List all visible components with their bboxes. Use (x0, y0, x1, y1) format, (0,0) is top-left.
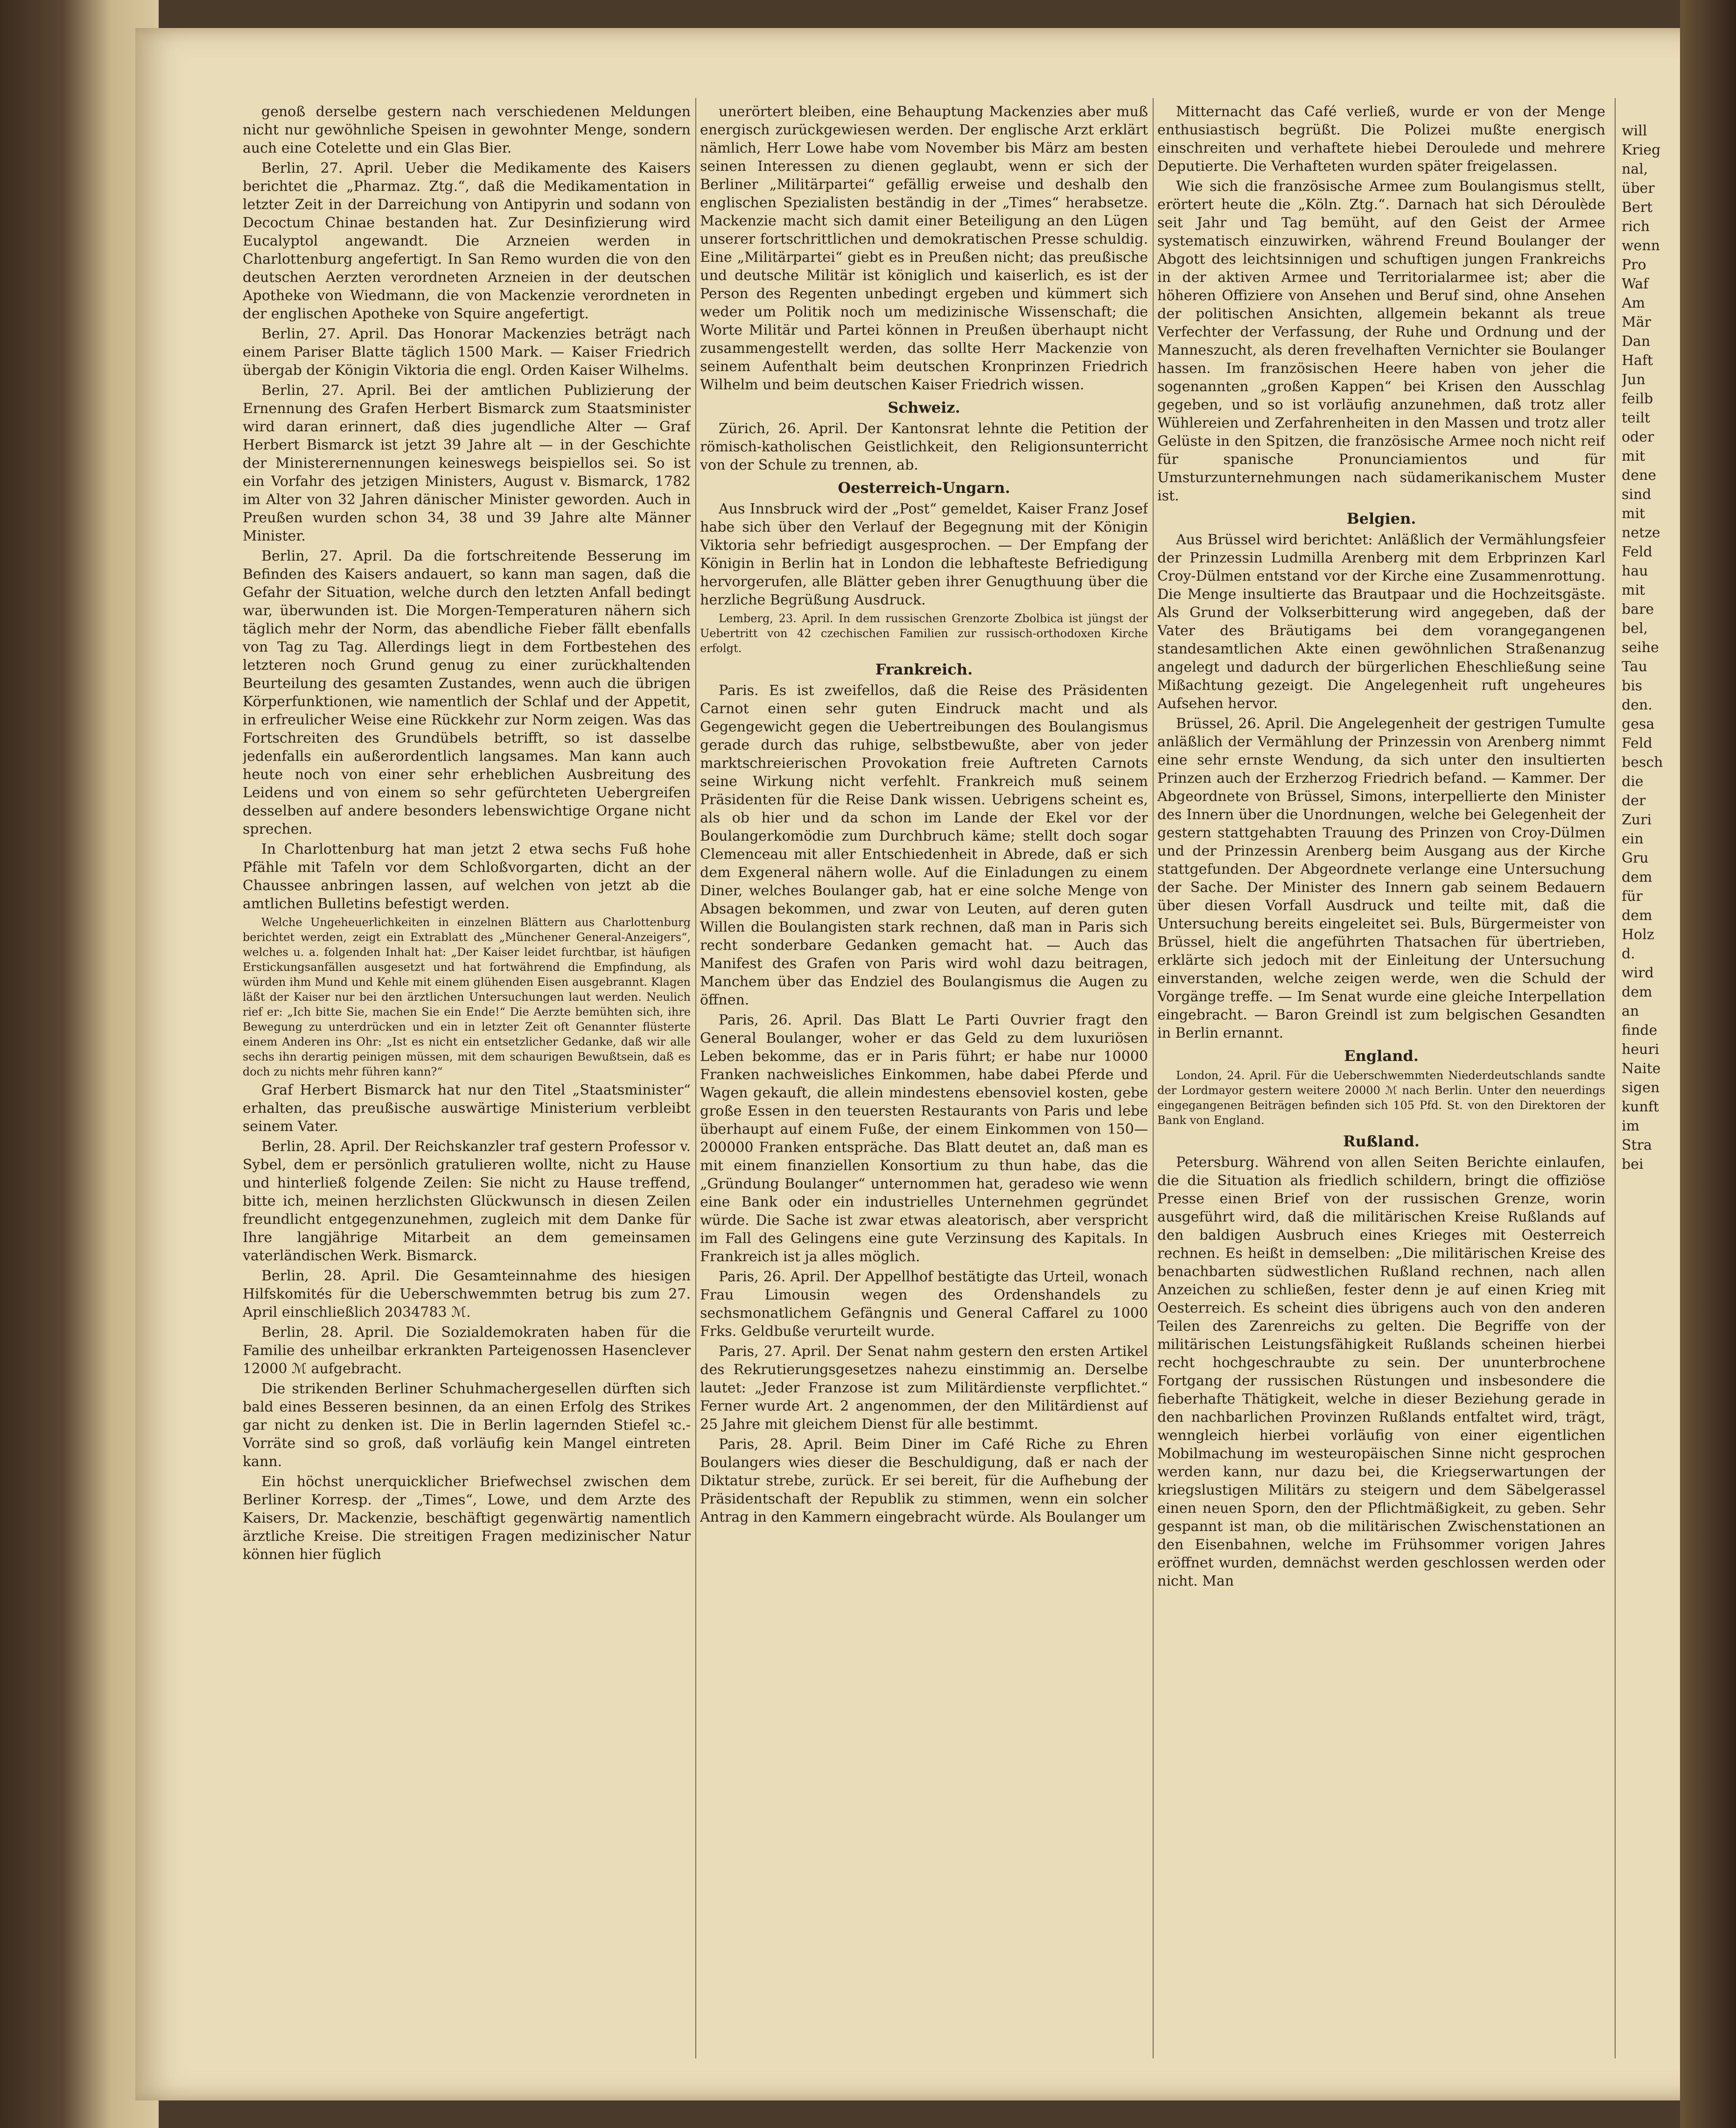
section-heading-oesterreich: Oesterreich-Ungarn. (838, 479, 1010, 497)
paragraph: Paris, 28. April. Beim Diner im Café Riche zu Ehren Boulangers wies dieser die Beschuldigung, daß er nach der Diktatur strebe, zurück. Er sei bereit, für die Aufhebung der Präsidentschaft der Republik zu stimmen, wenn ein solcher Antrag in den Kammern eingebracht würde. Als Boulanger um (700, 1436, 1148, 1525)
column-rule (695, 98, 696, 2058)
edge-fragment: Haft (1622, 352, 1653, 369)
book-page-edge (0, 0, 159, 2128)
edge-fragment: Tau (1622, 659, 1647, 675)
section-heading-england: England. (1344, 1047, 1419, 1065)
paragraph: Petersburg. Während von allen Seiten Berichte einlaufen, die die Situation als friedlich schildern, bringt die offiziöse Presse einen Brief von der russischen Grenze, worin ausgeführt wird, daß die militärischen Kreise Rußlands auf den baldigen Ausbruch eines Krieges mit Oesterreich rechnen. Es heißt in demselben: „Die militärischen Kreise des benachbarten südwestlichen Rußland rechnen, nach allen Anzeichen zu schließen, fester denn je auf einen Krieg mit Oesterreich. Es scheint dies übrigens auch von den anderen Teilen des Zarenreichs zu gelten. Die Begriffe von der militärischen Leistungsfähigkeit Rußlands scheinen hierbei recht hochgeschraubte zu sein. Der ununterbrochene Fortgang der russischen Rüstungen und insbesondere die fieberhafte Thätigkeit, welche in dieser Beziehung gerade in den nachbarlichen Provinzen Rußlands entfaltet wird, trägt, wenngleich hierbei vorläufig von einer eigentlichen Mobilmachung im westeuropäischen Sinne nicht gesprochen werden kann, nur dazu bei, die Kriegserwartungen der kriegslustigen Militärs zu steigern und dem Säbelgerassel einen neuen Sporn, den der Pflichtmäßigkeit, zu geben. Sehr gespannt ist man, ob die militärischen Zwischenstationen an den Eisenbahnen, welche im Frühsommer vorigen Jahres eröffnet wurden, demnächst werden geschlossen werden oder nicht. Man (1157, 1154, 1605, 1589)
edge-fragment: finde (1622, 1022, 1658, 1039)
edge-fragment: teilt (1622, 410, 1651, 426)
paragraph: In Charlottenburg hat man jetzt 2 etwa sechs Fuß hohe Pfähle mit Tafeln vor dem Schloßvorgarten, dicht an der Chaussee anbringen lassen, auf welchen von jetzt ab die amtlichen Bulletins befestigt werden. (243, 841, 691, 912)
edge-fragment: mit (1622, 506, 1645, 522)
paragraph: Berlin, 28. April. Der Reichskanzler traf gestern Professor v. Sybel, dem er persönlich gratulieren wollte, nicht zu Hause und hinterließ folgende Zeilen: Sie nicht zu Hause treffend, bitte ich, meinen herzlichsten Glückwunsch in diesen Zeilen freundlicht entgegenzunehmen, zugleich mit dem Danke für Ihre langjährige Mitarbeit an dem gemeinsamen vaterländischen Werk. Bismarck. (243, 1138, 691, 1264)
section-heading-schweiz: Schweiz. (888, 399, 960, 416)
edge-fragment: netze (1622, 525, 1660, 541)
edge-fragment: besch (1622, 754, 1663, 771)
paragraph: Mitternacht das Café verließ, wurde er von der Menge enthusiastisch begrüßt. Die Polizei mußte energisch einschreiten und verhaftete hiebei Deroulede und mehrere Deputierte. Die Verhafteten wurden später freigelassen. (1157, 104, 1605, 175)
edge-fragment: rich (1622, 218, 1650, 235)
paragraph: Berlin, 27. April. Das Honorar Mackenzies beträgt nach einem Pariser Blatte täglich 1500 Mark. — Kaiser Friedrich übergab der Königin Viktoria die engl. Orden Kaiser Wilhelms. (243, 326, 691, 379)
edge-fragment: dene (1622, 467, 1657, 484)
paragraph: Paris. Es ist zweifellos, daß die Reise des Präsidenten Carnot einen sehr guten Eindruck macht und als Gegengewicht gegen die Uebertreibungen des Boulangismus gerade durch das ruhige, selbstbewußte, aber von jeder marktschreierischen Provokation freie Auftreten Carnots seine Wirkung nicht verfehlt. Frankreich muß seinem Präsidenten für die Reise Dank wissen. Uebrigens scheint es, als ob hier und da schon im Lande der Ekel vor der Boulangerkomödie zum Durchbruch käme; stellt doch sogar Clemenceau mit aller Entschiedenheit in Abrede, daß er sich dem Exgeneral nähern wolle. Auf die Einladungen zu einem Diner, welches Boulanger gab, hat er eine solche Menge von Absagen bekommen, und zwar von Leuten, auf deren guten Willen die Boulangisten stark rechnen, daß man in Paris sich recht sonderbare Gedanken gemacht hat. — Auch das Manifest des Grafen von Paris wird wohl dazu beitragen, Manchem über das Endziel des Boulangismus die Augen zu öffnen. (700, 682, 1148, 1008)
column-2 (700, 103, 1148, 2054)
paragraph: Ein höchst unerquicklicher Briefwechsel zwischen dem Berliner Korresp. der „Times“, Lowe, und dem Arzte des Kaisers, Dr. Mackenzie, beschäftigt gegenwärtig namentlich ärztliche Kreise. Die streitigen Fragen medizinischer Natur können hier füglich (243, 1474, 691, 1563)
paragraph: Berlin, 28. April. Die Sozialdemokraten haben für die Familie des unheilbar erkrankten Parteigenossen Hasenclever 12000 ℳ aufgebracht. (243, 1324, 691, 1377)
paragraph: Die strikenden Berliner Schuhmachergesellen dürften sich bald eines Besseren besinnen, da an einen Erfolg des Strikes gar nicht zu denken ist. Die in Berlin lagernden Stiefel ꝛc.-Vorräte sind so groß, daß vorläufig kein Mangel eintreten kann. (243, 1381, 691, 1470)
edge-fragment: im (1622, 1118, 1640, 1134)
edge-fragment: Bert (1622, 199, 1653, 216)
edge-fragment: mit (1622, 582, 1645, 598)
paragraph: Brüssel, 26. April. Die Angelegenheit der gestrigen Tumulte anläßlich der Vermählung der Prinzessin von Arenberg nimmt eine sehr ernste Wendung, da sich unter den insultierten Prinzen auch der Erzherzog Friedrich befand. — Kammer. Der Abgeordnete von Brüssel, Simons, interpellierte den Minister des Innern über die Unordnungen, welche bei Gelegenheit der gestern stattgehabten Trauung des Prinzen von Croy-Dülmen und der Prinzessin Arenberg beim Ausgang aus der Kirche stattgefunden. Der Abgeordnete verlange eine Untersuchung der Sache. Der Minister des Innern gab seinem Bedauern über diesen Vorfall Ausdruck und teilte mit, daß die Untersuchung bereits eingeleitet sei. Buls, Bürgermeister von Brüssel, hielt die angeführten Thatsachen für übertrieben, erklärte sich jedoch mit der Einleitung der Untersuchung einverstanden, welche zeigen werde, wen die Schuld der Vorgänge treffe. — Im Senat wurde eine gleiche Interpellation eingebracht. — Baron Greindl ist zum belgischen Gesandten in Berlin ernannt. (1157, 716, 1605, 1041)
edge-fragment: die (1622, 773, 1644, 790)
edge-fragment: Dan (1622, 333, 1651, 350)
edge-fragment: hau (1622, 563, 1648, 579)
book-spine (1680, 0, 1736, 2128)
paragraph: Berlin, 27. April. Da die fortschreitende Besserung im Befinden des Kaisers andauert, so kann man sagen, daß die Gefahr der Situation, welche durch den letzten Anfall bedingt war, überwunden ist. Die Morgen-Temperaturen nähern sich täglich mehr der Norm, das abendliche Fieber fällt ebenfalls von Tag zu Tag. Allerdings liegt in dem Fortbestehen des letzteren noch Grund genug zu einer zurückhaltenden Beurteilung des gesamten Zustandes, wenn auch die übrigen Körperfunktionen, wie namentlich der Schlaf und der Appetit, in erfreulicher Weise eine Rückkehr zur Norm zeigen. Was das Fortschreiten des Grundübels betrifft, so ist dasselbe jedenfalls ein außerordentlich langsames. Man kann auch heute noch von einer sehr erheblichen Ausbreitung des Leidens und von einem so sehr gefürchteten Uebergreifen desselben auf andere besonders lebenswichtige Organe nicht sprechen. (243, 548, 691, 837)
edge-fragment: wenn (1622, 238, 1660, 254)
paragraph: genoß derselbe gestern nach verschiedenen Meldungen nicht nur gewöhnliche Speisen in gewohnter Menge, sondern auch eine Cotelette und ein Glas Bier. (243, 104, 691, 156)
paragraph: Berlin, 28. April. Die Gesamteinnahme des hiesigen Hilfskomités für die Ueberschwemmten betrug bis zum 27. April einschließlich 2034783 ℳ. (243, 1268, 691, 1320)
edge-fragment: Stra (1622, 1137, 1652, 1153)
paragraph: Zürich, 26. April. Der Kantonsrat lehnte die Petition der römisch-katholischen Geistlichkeit, den Religionsunterricht von der Schule zu trennen, ab. (700, 421, 1148, 473)
edge-fragment: bare (1622, 601, 1654, 618)
edge-fragment: bel, (1622, 620, 1648, 637)
paragraph: Paris, 26. April. Der Appellhof bestätigte das Urteil, wonach Frau Limousin wegen des Ordenshandels zu sechsmonatlichem Gefängnis und General Caffarel zu 1000 Frks. Geldbuße verurteilt wurde. (700, 1269, 1148, 1340)
edge-fragment: dem (1622, 907, 1652, 924)
edge-fragment: Jun (1622, 372, 1645, 388)
edge-fragment: den. (1622, 697, 1652, 713)
paragraph: Welche Ungeheuerlichkeiten in einzelnen Blättern aus Charlottenburg berichtet werden, zeigt ein Extrablatt des „Münchener General-Anzeigers“, welches u. a. folgenden Inhalt hat: „Der Kaiser leidet furchtbar, ist häufigen Erstickungsanfällen ausgesetzt und hat fortwährend die Empfindung, als würden ihm Mund und Kehle mit einem glühenden Eisen ausgebrannt. Klagen läßt der Kaiser nur bei den ärztlichen Untersuchungen laut werden. Neulich rief er: „Ich bitte Sie, machen Sie ein Ende!“ Die Aerzte bemühten sich, ihre Bewegung zu unterdrücken und ein in letzter Zeit oft Genannter flüsterte einem Anderen ins Ohr: „Ist es nicht ein entsetzlicher Gedanke, daß wir alle sechs ihn derartig peinigen müssen, mit dem schaurigen Bewußtsein, daß es doch zu nichts mehr führen kann?“ (243, 916, 691, 1078)
column-rule (1615, 98, 1616, 2058)
edge-fragment: ein (1622, 831, 1644, 847)
edge-fragment: nal, (1622, 161, 1648, 177)
next-page-edge-fragments (1622, 121, 1673, 2035)
column-rule (1153, 98, 1154, 2058)
edge-fragment: dem (1622, 984, 1652, 1000)
edge-fragment: Zuri (1622, 812, 1652, 828)
edge-fragment: Waf (1622, 276, 1649, 292)
edge-fragment: feilb (1622, 391, 1653, 407)
edge-fragment: Krieg (1622, 142, 1661, 158)
paragraph: Wie sich die französische Armee zum Boulangismus stellt, erörtert heute die „Köln. Ztg.“. Darnach hat sich Déroulède seit Jahr und Tag bemüht, auf den Geist der Armee systematisch einzuwirken, während Freund Boulanger der Abgott des leichtsinnigen und schuftigen jungen Frankreichs in der aktiven Armee und Territorialarmee ist; aber die höheren Offiziere von Ansehen und Beruf sind, ohne Ansehen der politischen Ansichten, allgemein bekannt als treue Verfechter der Verfassung, der Ruhe und Ordnung und der Manneszucht, als deren frevelhaften Vernichter sie Boulanger hassen. Im französischen Heere haben von jeher die sogenannten „großen Kappen“ bei Krisen den Ausschlag gegeben, und so ist vorläufig anzunehmen, daß trotz aller Wühlereien und Zerfahrenheiten in den Massen und trotz aller Gelüste in den Spitzen, die französische Armee noch nicht reif für spanische Pronunciamientos und für Umsturzunternehmungen nach südamerikanischem Muster ist. (1157, 178, 1605, 504)
edge-fragment: an (1622, 1003, 1639, 1019)
edge-fragment: oder (1622, 429, 1654, 445)
edge-fragment: wird (1622, 965, 1654, 981)
paragraph: London, 24. April. Für die Ueberschwemmten Niederdeutschlands sandte der Lordmayor gestern weitere 20000 ℳ nach Berlin. Unter den neuerdings eingegangenen Beiträgen befinden sich 105 Pfd. St. von den Direktoren der Bank von England. (1157, 1069, 1605, 1127)
edge-fragment: Am (1622, 295, 1645, 311)
edge-fragment: seihe (1622, 639, 1659, 656)
edge-fragment: kunft (1622, 1099, 1659, 1115)
edge-fragment: bis (1622, 678, 1643, 694)
edge-fragment: heuri (1622, 1041, 1659, 1058)
edge-fragment: mit (1622, 448, 1645, 464)
edge-fragment: Gru (1622, 850, 1649, 866)
paragraph: Paris, 27. April. Der Senat nahm gestern den ersten Artikel des Rekrutierungsgesetzes nahezu einstimmig an. Derselbe lautet: „Jeder Franzose ist zum Militärdienste verpflichtet.“ Ferner wurde Art. 2 angenommen, der den Militärdienst auf 25 Jahre mit gleichem Dienst für alle bestimmt. (700, 1343, 1148, 1433)
edge-fragment: sigen (1622, 1080, 1660, 1096)
edge-fragment: Feld (1622, 735, 1652, 751)
edge-fragment: will (1622, 123, 1647, 139)
section-heading-russland: Rußland. (1343, 1132, 1420, 1150)
paragraph: Paris, 26. April. Das Blatt Le Parti Ouvrier fragt den General Boulanger, woher er das Geld zu dem luxuriösen Leben bekomme, das er in Paris führt; er habe nur 10000 Franken nachweisliches Einkommen, habe dabei Pferde und Wagen gekauft, die allein mindestens ebensoviel kosten, gebe große Essen in den teuersten Restaurants von Paris und lebe überhaupt auf einem Fuße, der einem Einkommen von 150—200000 Franken entspräche. Das Blatt deutet an, daß man es mit einem finanziellen Konsortium zu thun habe, das die „Gründung Boulanger“ unternommen hat, geradeso wie wenn eine Bank oder ein industrielles Unternehmen gegründet würde. Die Sache ist zwar etwas aleatorisch, aber verspricht im Fall des Gelingens eine gute Verzinsung des Kapitals. In Frankreich ist ja alles möglich. (700, 1012, 1148, 1265)
edge-fragment: sind (1622, 486, 1652, 503)
section-heading-belgien: Belgien. (1346, 510, 1416, 527)
edge-fragment: dem (1622, 869, 1652, 885)
paragraph: unerörtert bleiben, eine Behauptung Mackenzies aber muß energisch zurückgewiesen werden. Der englische Arzt erklärt nämlich, Herr Lowe habe vom November bis März am besten seinen Interessen zu dienen geglaubt, wenn er sich der Berliner „Militärpartei“ gefällig erweise und deshalb den englischen Spezialisten beständig in der „Times“ herabsetze. Mackenzie macht sich damit einer Beteiligung an den Lügen unserer fortschrittlichen und demokratischen Presse schuldig. Eine „Militärpartei“ giebt es in Preußen nicht; das preußische und deutsche Militär ist königlich und kaiserlich, es ist der Person des Regenten unbedingt ergeben und kümmert sich weder um Politik noch um medizinische Wissenschaft; die Worte Militär und Partei können in Preußen überhaupt nicht zusammengestellt werden, das sollte Herr Mackenzie von seinem Aufenthalt beim deutschen Kronprinzen Friedrich Wilhelm und beim deutschen Kaiser Friedrich wissen. (700, 104, 1148, 393)
paragraph: Berlin, 27. April. Ueber die Medikamente des Kaisers berichtet die „Pharmaz. Ztg.“, daß die Medikamentation in letzter Zeit in der Darreichung von Antipyrin und sodann von Decoctum Chinae bestanden hat. Zur Desinfizierung wird Eucalyptol angewandt. Die Arzneien werden in Charlottenburg angefertigt. In San Remo wurden die von den deutschen Aerzten verordneten Arzneien in der deutschen Apotheke von Wiedmann, die von Mackenzie verordneten in der englischen Apotheke von Squire angefertigt. (243, 160, 691, 322)
section-heading-frankreich: Frankreich. (875, 660, 973, 678)
edge-fragment: Feld (1622, 544, 1652, 560)
column-1 (243, 103, 691, 2054)
edge-fragment: gesa (1622, 716, 1655, 732)
paragraph: Aus Brüssel wird berichtet: Anläßlich der Vermählungsfeier der Prinzessin Ludmilla Arenberg mit dem Erbprinzen Karl Croy-Dülmen entstand vor der Kirche eine Zusammenrottung. Die Menge insultierte das Brautpaar und die Hochzeitsgäste. Als Grund der Volkserbitterung wird angegeben, daß der Vater des Bräutigams bei dem vorangegangenen standesamtlichen Akte einen gewöhnlichen Straßenanzug angelegt und dadurch der bürgerlichen Eheschließung seine Mißachtung gezeigt. Die Angelegenheit ruft ungeheures Aufsehen hervor. (1157, 532, 1605, 712)
edge-fragment: Holz (1622, 927, 1654, 943)
edge-fragment: Naite (1622, 1060, 1661, 1077)
edge-fragment: Mär (1622, 314, 1651, 330)
paragraph: Graf Herbert Bismarck hat nur den Titel „Staatsminister“ erhalten, das preußische auswärtige Ministerium verbleibt seinem Vater. (243, 1082, 691, 1135)
edge-fragment: der (1622, 793, 1646, 809)
edge-fragment: über (1622, 180, 1655, 197)
edge-fragment: d. (1622, 946, 1635, 962)
paragraph: Lemberg, 23. April. In dem russischen Grenzorte Zbolbica ist jüngst der Uebertritt von 42 czechischen Familien zur russisch-orthodoxen Kirche erfolgt. (700, 612, 1148, 655)
edge-fragment: bei (1622, 1156, 1644, 1173)
paragraph: Aus Innsbruck wird der „Post“ gemeldet, Kaiser Franz Josef habe sich über den Verlauf der Begegnung mit der Königin Viktoria sehr befriedigt ausgesprochen. — Der Empfang der Königin in Berlin hat in London die lebhafteste Befriedigung hervorgerufen, alle Blätter geben ihrer Genugthuung über die herzliche Begrüßung Ausdruck. (700, 501, 1148, 608)
edge-fragment: Pro (1622, 257, 1646, 273)
paragraph: Berlin, 27. April. Bei der amtlichen Publizierung der Ernennung des Grafen Herbert Bismarck zum Staatsminister wird daran erinnert, daß dies jugendliche Alter — Graf Herbert Bismarck ist jetzt 39 Jahre alt — in der Geschichte der Ministerernennungen keineswegs beispiellos sei. So ist ein Vorfahr des jetzigen Ministers, August v. Bismarck, 1782 im Alter von 32 Jahren dänischer Minister geworden. Auch in Preußen wurden schon 34, 38 und 39 Jahre alte Männer Minister. (243, 382, 691, 544)
edge-fragment: für (1622, 888, 1643, 905)
column-3 (1157, 103, 1605, 2054)
